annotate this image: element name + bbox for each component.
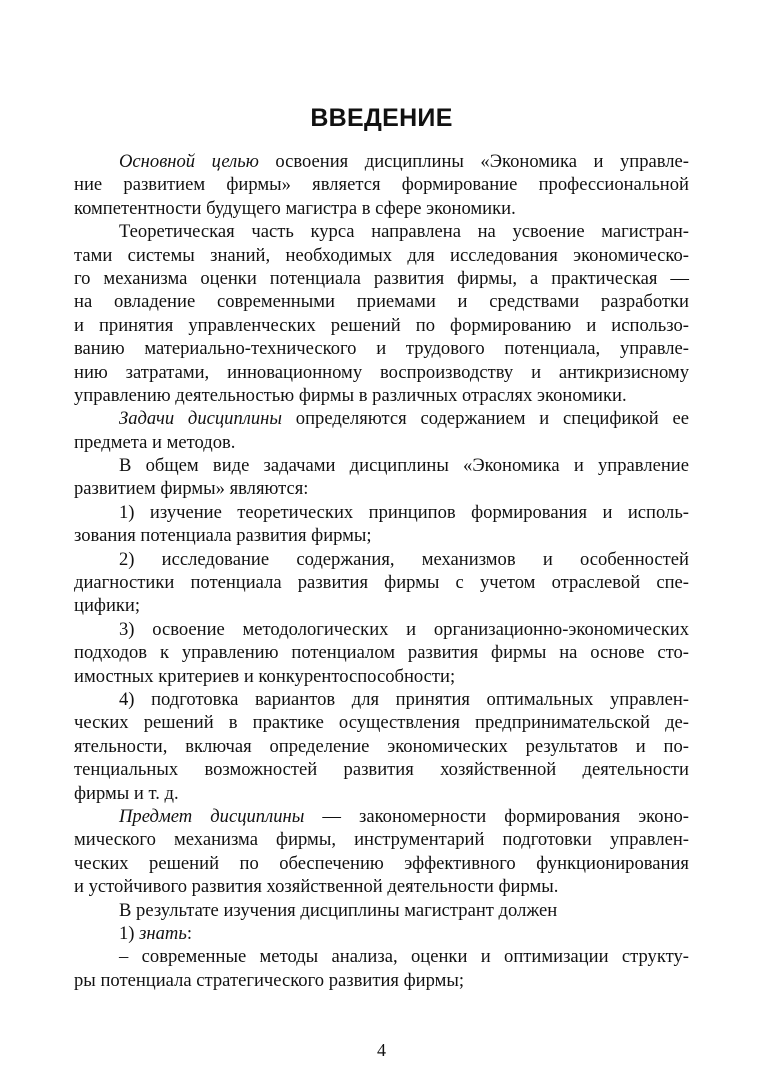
text-line: В общем виде задачами дисциплины «Экономика и управление [119,455,689,477]
text-line: управлению деятельностью фирмы в различных отраслях экономики. [74,384,627,406]
text-line: на овладение современными приемами и средствами разработки [74,291,689,313]
text-line: фирмы и т. д. [74,782,179,804]
text-line: цифики; [74,595,141,617]
text-line: подходов к управлению потенциалом развития фирмы на основе сто- [74,642,689,664]
text-line: мического механизма фирмы, инструментарий подготовки управлен- [74,829,689,851]
text-line: 4) подготовка вариантов для принятия оптимальных управлен- [119,688,689,710]
text-line: Задачи дисциплины определяются содержанием и спецификой ее [119,408,689,430]
page-number: 4 [377,1040,386,1060]
text-line: нию затратами, инновационному воспроизводству и антикризисному [74,361,689,383]
text-line: 3) освоение методологических и организационно-экономических [119,618,689,640]
text-line: Основной целью освоения дисциплины «Экономика и управле- [119,151,690,172]
text-line: Теоретическая часть курса направлена на усвоение магистран- [119,221,689,243]
text-line: 2) исследование содержания, механизмов и особенностей [119,548,689,570]
text-line: ванию материально-технического и трудового потенциала, управле- [74,338,689,360]
text-line: Предмет дисциплины — закономерности формирования эконо- [119,805,690,827]
text-line: ческих решений в практике осуществления предпринимательской де- [74,712,689,734]
text-line: тенциальных возможностей развития хозяйственной деятельности [74,759,689,781]
text-line: 1) изучение теоретических принципов формирования и исполь- [119,501,689,523]
text-line: – современные методы анализа, оценки и оптимизации структу- [119,946,689,968]
text-line: тами системы знаний, необходимых для исследования экономическо- [74,244,689,266]
document-body [74,150,689,992]
text-line: развитием фирмы» являются: [74,478,309,500]
text-line: и принятия управленческих решений по формированию и использо- [74,314,689,336]
text-line: и устойчивого развития хозяйственной деятельности фирмы. [74,876,559,898]
page-title: ВВЕДЕНИЕ [310,104,453,132]
text-line: предмета и методов. [74,431,236,453]
text-line: зования потенциала развития фирмы; [74,525,372,547]
text-line: компетентности будущего магистра в сфере экономики. [74,197,516,219]
text-line: ры потенциала стратегического развития фирмы; [74,969,465,991]
text-line: ние развитием фирмы» является формирование профессиональной [74,174,689,196]
text-line: имостных критериев и конкурентоспособности; [74,665,456,687]
text-line: В результате изучения дисциплины магистрант должен [119,899,558,921]
text-line: ческих решений по обеспечению эффективного функционирования [74,852,689,874]
text-line: го механизма оценки потенциала развития фирмы, а практическая — [74,267,689,289]
text-line: 1) знать: [119,922,192,944]
text-line: ятельности, включая определение экономических результатов и по- [74,735,689,757]
text-line: диагностики потенциала развития фирмы с учетом отраслевой спе- [74,572,689,594]
